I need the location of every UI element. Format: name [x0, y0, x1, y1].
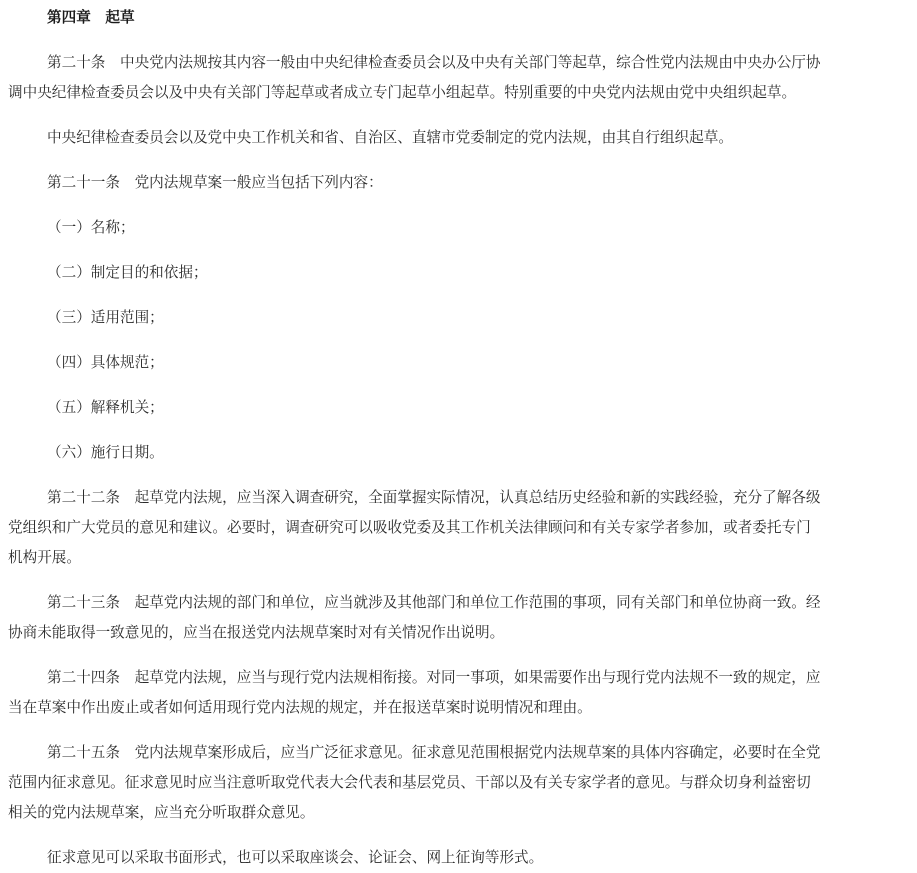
article-21-item-6: （六）施行日期。: [47, 444, 164, 461]
article-21-item-1: （一）名称；: [47, 219, 135, 236]
article-22-line-1: 第二十二条 起草党内法规，应当深入调查研究，全面掌握实际情况，认真总结历史经验和新的实践经验，充分了解各级: [47, 489, 821, 506]
article-21-intro: 第二十一条 党内法规草案一般应当包括下列内容：: [47, 174, 383, 191]
article-21-item-5: （五）解释机关；: [47, 399, 164, 416]
chapter-title: 第四章 起草: [47, 9, 135, 26]
article-21-item-3: （三）适用范围；: [47, 309, 164, 326]
article-20-line-2: 调中央纪律检查委员会以及中央有关部门等起草或者成立专门起草小组起草。特别重要的中央党内法规由党中央组织起草。: [8, 84, 797, 101]
article-21-item-2: （二）制定目的和依据；: [47, 264, 208, 281]
article-23-line-2: 协商未能取得一致意见的，应当在报送党内法规草案时对有关情况作出说明。: [8, 624, 505, 641]
article-20-paragraph-2: 中央纪律检查委员会以及党中央工作机关和省、自治区、直辖市党委制定的党内法规，由其自行组织起草。: [47, 129, 733, 146]
article-21-item-4: （四）具体规范；: [47, 354, 164, 371]
article-23-line-1: 第二十三条 起草党内法规的部门和单位，应当就涉及其他部门和单位工作范围的事项，同有关部门和单位协商一致。经: [47, 594, 821, 611]
article-22-line-3: 机构开展。: [8, 549, 81, 566]
article-24-line-2: 当在草案中作出废止或者如何适用现行党内法规的规定，并在报送草案时说明情况和理由。: [8, 699, 592, 716]
article-20-line-1: 第二十条 中央党内法规按其内容一般由中央纪律检查委员会以及中央有关部门等起草，综合性党内法规由中央办公厅协: [47, 54, 821, 71]
article-24-line-1: 第二十四条 起草党内法规，应当与现行党内法规相衔接。对同一事项，如果需要作出与现行党内法规不一致的规定，应: [47, 669, 821, 686]
article-25-line-2: 范围内征求意见。征求意见时应当注意听取党代表大会代表和基层党员、干部以及有关专家学者的意见。与群众切身利益密切: [8, 774, 811, 791]
article-22-line-2: 党组织和广大党员的意见和建议。必要时，调查研究可以吸收党委及其工作机关法律顾问和有关专家学者参加，或者委托专门: [8, 519, 811, 536]
article-25-line-1: 第二十五条 党内法规草案形成后，应当广泛征求意见。征求意见范围根据党内法规草案的具体内容确定，必要时在全党: [47, 744, 821, 761]
article-25-line-3: 相关的党内法规草案，应当充分听取群众意见。: [8, 804, 315, 821]
article-25-paragraph-2: 征求意见可以采取书面形式，也可以采取座谈会、论证会、网上征询等形式。: [47, 849, 544, 866]
